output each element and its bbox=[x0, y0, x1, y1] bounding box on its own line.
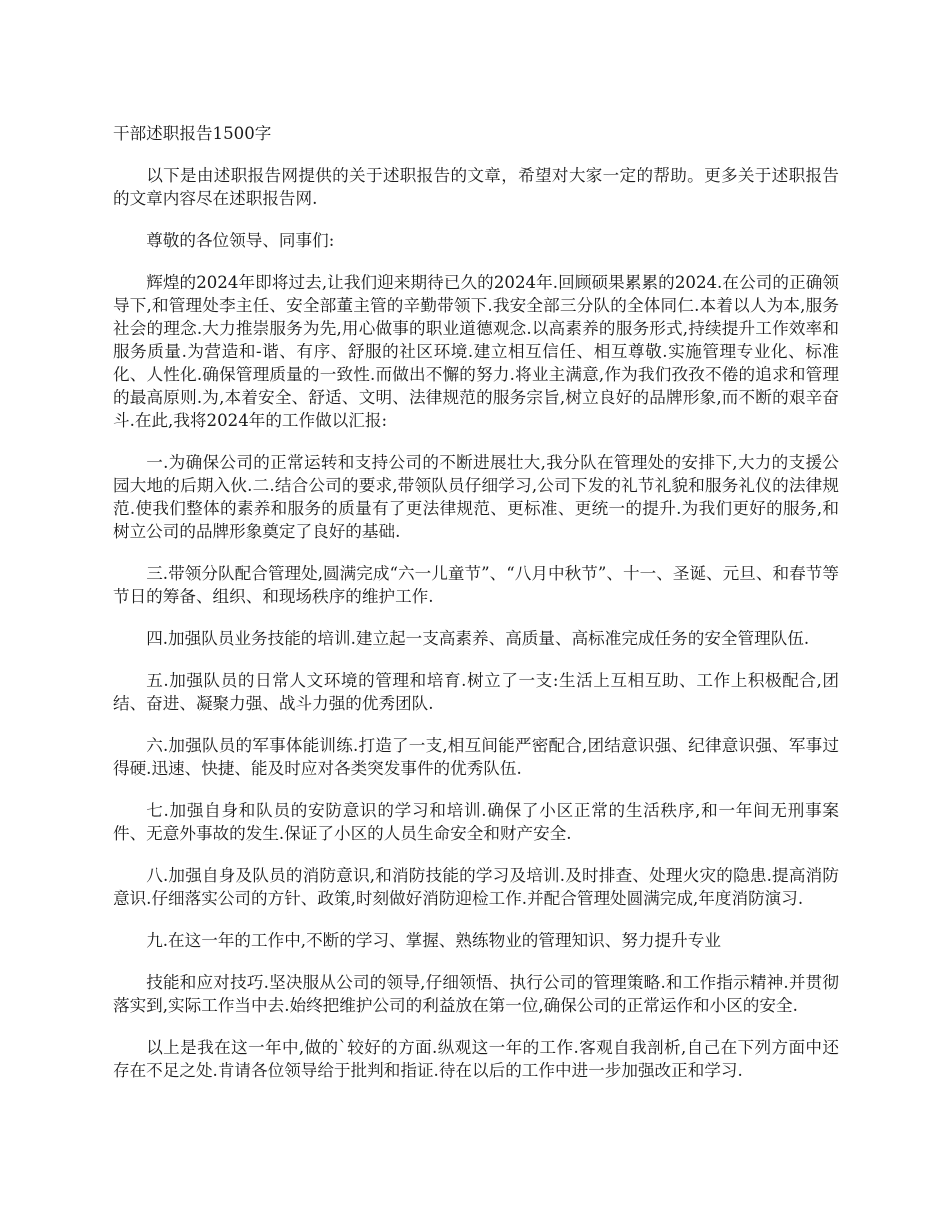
paragraph: 六.加强队员的军事体能训练.打造了一支,相互间能严密配合,团结意识强、纪律意识强、军事过得硬.迅速、快捷、能及时应对各类突发事件的优秀队伍. bbox=[113, 736, 839, 778]
document-body bbox=[113, 122, 839, 1101]
paragraph: 以上是我在这一年中,做的`较好的方面.纵观这一年的工作.客观自我剖析,自己在下列方面中还存在不足之处.肯请各位领导给于批判和指证.待在以后的工作中进一步加强改正和学习. bbox=[113, 1038, 839, 1080]
paragraph: 一.为确保公司的正常运转和支持公司的不断进展壮大,我分队在管理处的安排下,大力的支援公园大地的后期入伙.二.结合公司的要求,带领队员仔细学习,公司下发的礼节礼貌和服务礼仪的法律规范.使我们整体的素养和服务的质量有了更法律规范、更标准、更统一的提升.为我们更好的服务,和树立公司的品牌形象奠定了良好的基础. bbox=[113, 453, 839, 541]
paragraph: 九.在这一年的工作中,不断的学习、掌握、熟练物业的管理知识、努力提升专业 bbox=[146, 931, 721, 950]
paragraph-list bbox=[113, 164, 839, 1082]
paragraph: 五.加强队员的日常人文环境的管理和培育.树立了一支:生活上互相互助、工作上积极配合,团结、奋进、凝聚力强、战斗力强的优秀团队. bbox=[113, 671, 839, 713]
document-title: 干部述职报告1500字 bbox=[113, 124, 272, 143]
paragraph: 三.带领分队配合管理处,圆满完成“六一儿童节”、“八月中秋节”、十一、圣诞、元旦、和春节等节日的筹备、组织、和现场秩序的维护工作. bbox=[113, 564, 839, 606]
paragraph: 尊敬的各位领导、同事们: bbox=[146, 231, 335, 250]
paragraph: 八.加强自身及队员的消防意识,和消防技能的学习及培训.及时排查、处理火灾的隐患.提高消防意识.仔细落实公司的方针、政策,时刻做好消防迎检工作.并配合管理处圆满完成,年度消防演习. bbox=[113, 866, 839, 908]
paragraph: 四.加强队员业务技能的培训.建立起一支高素养、高质量、高标准完成任务的安全管理队伍. bbox=[146, 629, 810, 648]
paragraph: 七.加强自身和队员的安防意识的学习和培训.确保了小区正常的生活秩序,和一年间无刑事案件、无意外事故的发生.保证了小区的人员生命安全和财产安全. bbox=[113, 801, 839, 843]
paragraph: 技能和应对技巧.坚决服从公司的领导,仔细领悟、执行公司的管理策略.和工作指示精神.并贯彻落实到,实际工作当中去.始终把维护公司的利益放在第一位,确保公司的正常运作和小区的安全. bbox=[113, 973, 839, 1015]
paragraph: 辉煌的2024年即将过去,让我们迎来期待已久的2024年.回顾硕果累累的2024.在公司的正确领导下,和管理处李主任、安全部董主管的辛勤带领下.我安全部三分队的全体同仁.本着以人为本,服务社会的理念.大力推崇服务为先,用心做事的职业道德观念.以高素养的服务形式,持续提升工作效率和服务质量.为营造和-谐、有序、舒服的社区环境.建立相互信任、相互尊敬.实施管理专业化、标准化、人性化.确保管理质量的一致性.而做出不懈的努力.将业主满意,作为我们孜孜不倦的追求和管理的最高原则.为,本着安全、舒适、文明、法律规范的服务宗旨,树立良好的品牌形象,而不断的艰辛奋斗.在此,我将2024年的工作做以汇报: bbox=[113, 273, 839, 430]
paragraph: 以下是由述职报告网提供的关于述职报告的文章，希望对大家一定的帮助。更多关于述职报告的文章内容尽在述职报告网. bbox=[113, 166, 839, 208]
